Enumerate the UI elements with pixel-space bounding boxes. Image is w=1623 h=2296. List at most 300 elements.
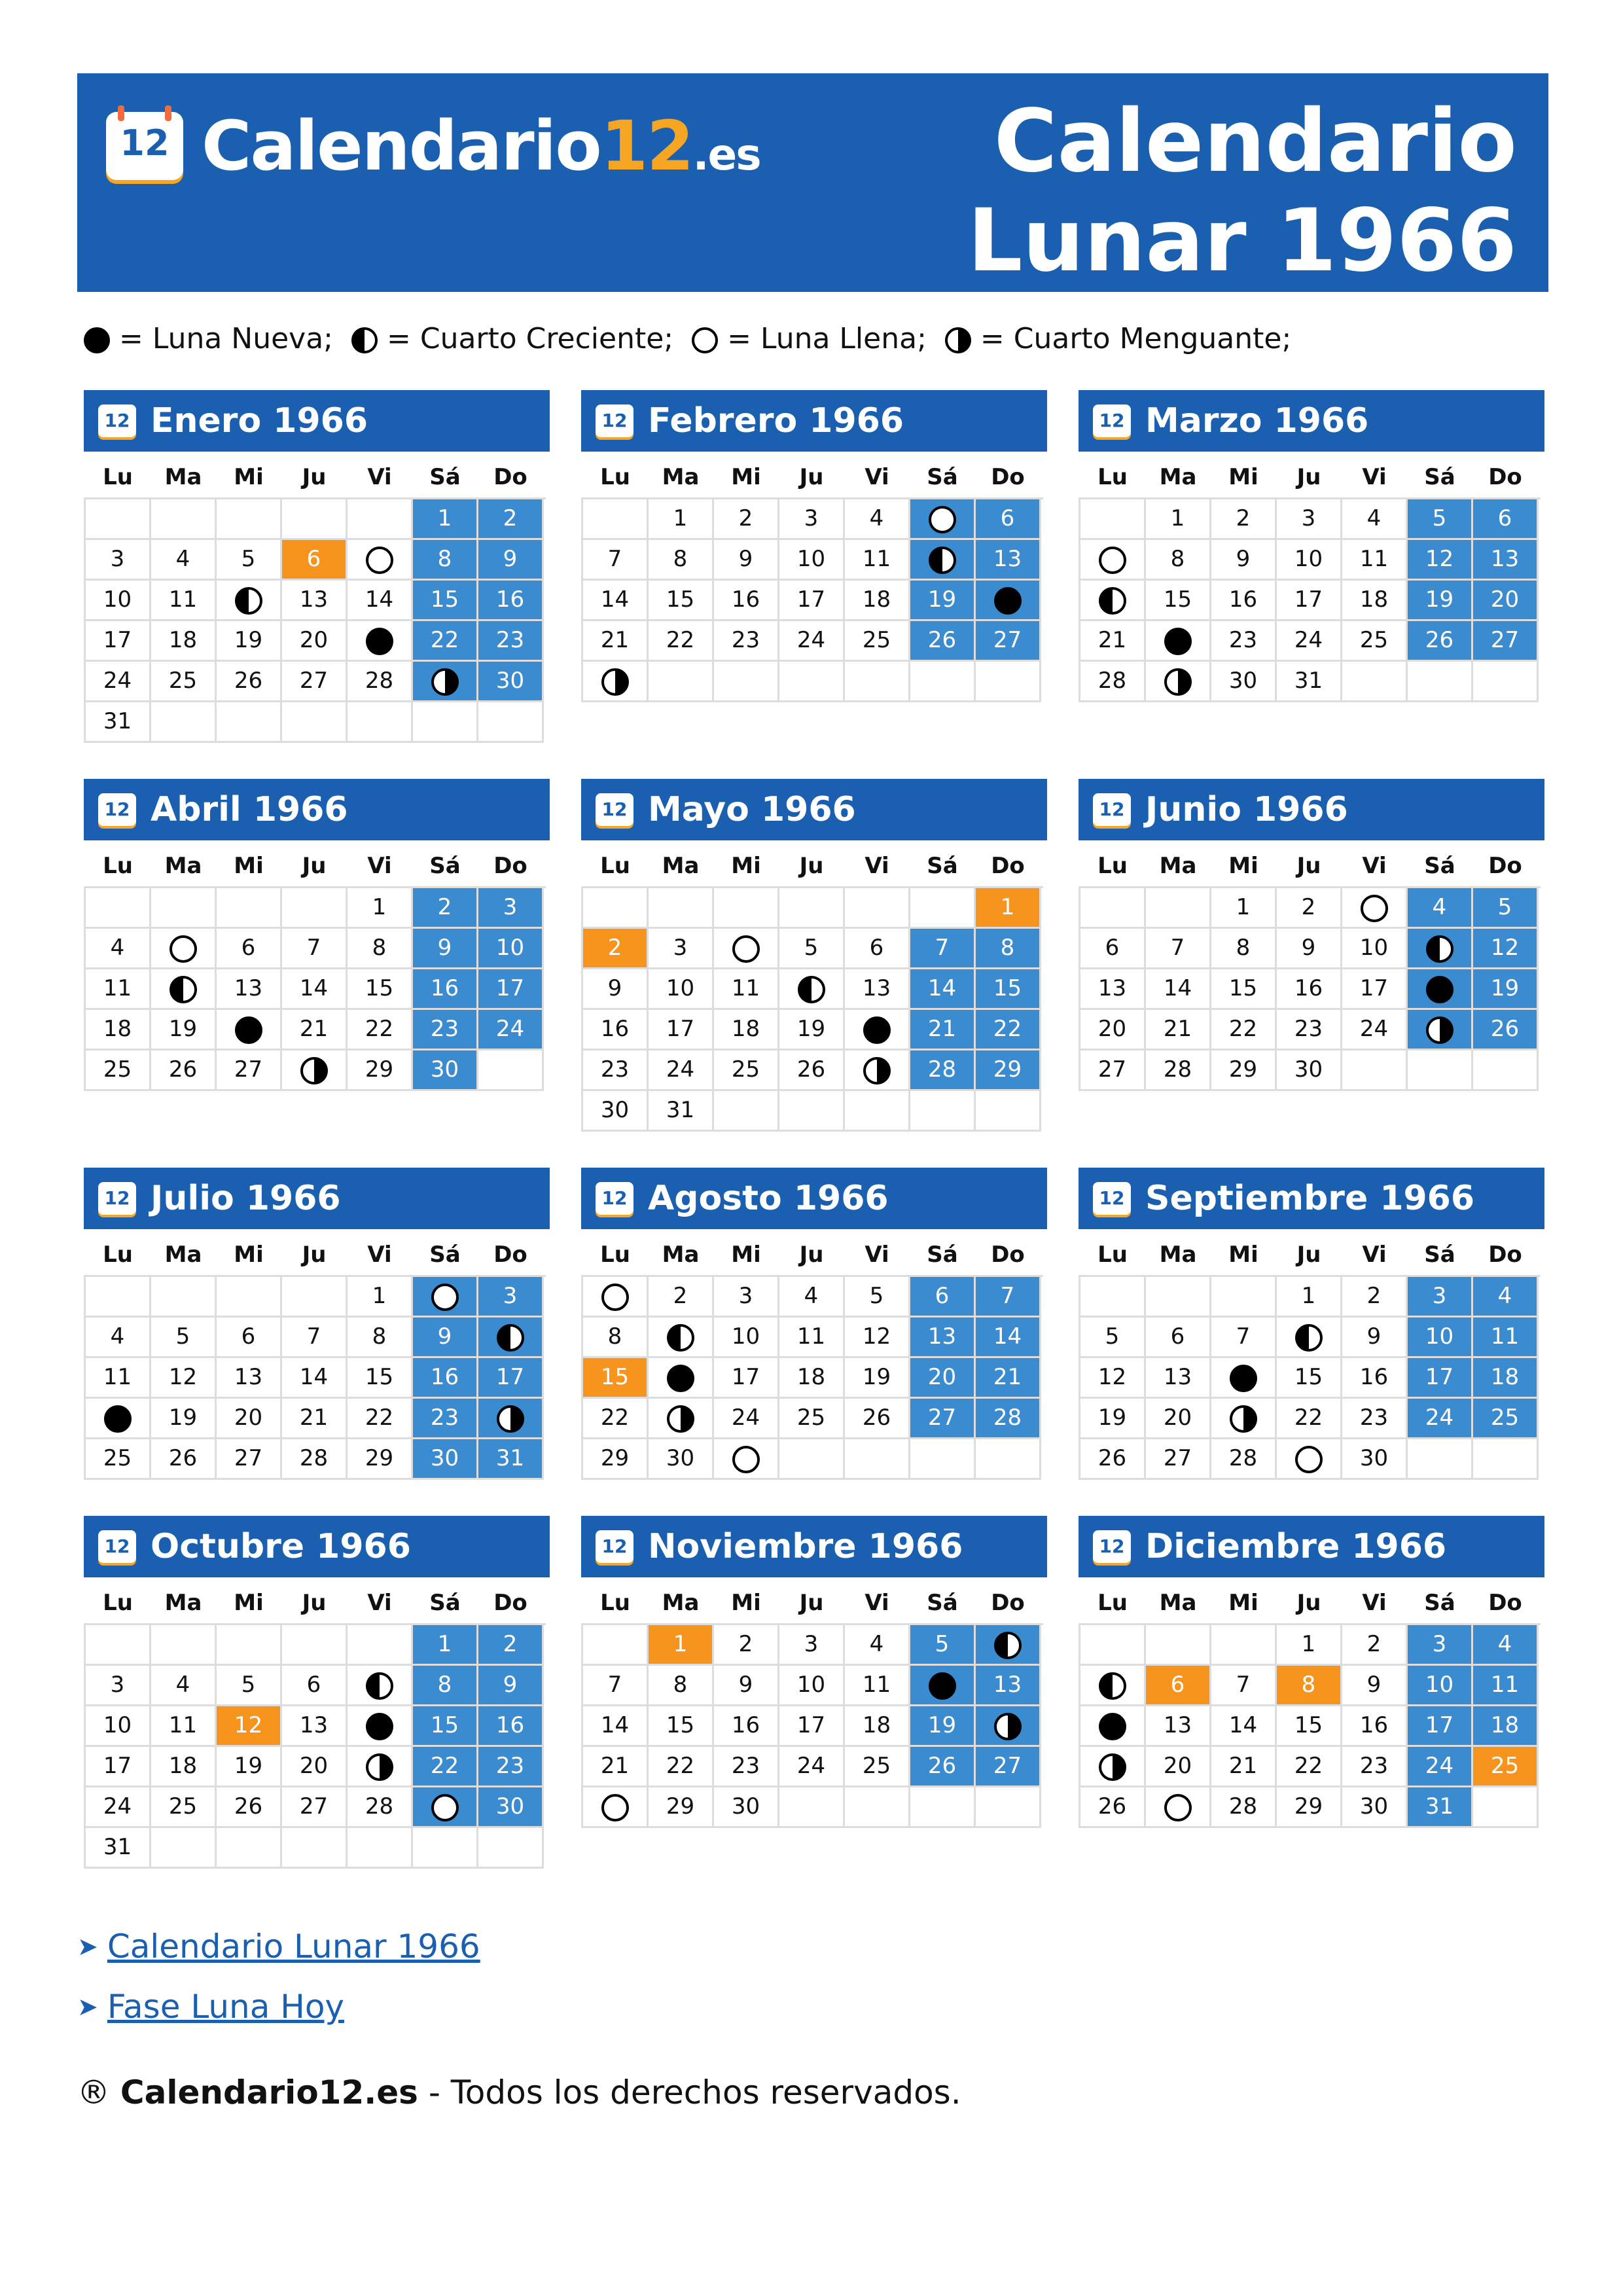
- weekday-label: Do: [1488, 464, 1522, 490]
- weekday-label: Do: [493, 853, 527, 879]
- day-cell: [976, 1706, 1041, 1747]
- weekday-label: Sá: [1424, 464, 1455, 490]
- day-cell: 12: [151, 1358, 217, 1399]
- day-cell: 25: [151, 1787, 217, 1828]
- weekday-label: Mi: [1228, 1242, 1258, 1268]
- day-cell: 20: [1146, 1399, 1211, 1439]
- moon-llena-icon: [692, 327, 718, 353]
- day-cell: 4: [1408, 888, 1473, 929]
- day-cell: [1342, 888, 1408, 929]
- day-cell: 1: [1211, 888, 1277, 929]
- day-grid: [1079, 1623, 1541, 1828]
- weekday-label: Ju: [302, 464, 327, 490]
- day-cell: 9: [478, 1666, 544, 1706]
- day-cell: [1080, 540, 1146, 581]
- moon-llena-icon: [601, 1283, 629, 1311]
- month-calendar: [581, 1168, 1047, 1480]
- day-cell: 24: [649, 1050, 714, 1091]
- day-cell: 9: [1211, 540, 1277, 581]
- day-cell: 14: [282, 1358, 348, 1399]
- weekday-label: Ju: [1296, 464, 1321, 490]
- weekday-label: Sá: [429, 464, 461, 490]
- day-cell: 16: [413, 969, 478, 1010]
- weekday-header: [85, 457, 550, 497]
- day-cell: 10: [86, 1706, 151, 1747]
- weekday-label: Vi: [1362, 464, 1387, 490]
- day-cell: 3: [478, 888, 544, 929]
- day-cell: 19: [910, 1706, 976, 1747]
- day-cell: 8: [583, 1318, 649, 1358]
- day-cell: 16: [1211, 581, 1277, 621]
- empty-cell: [86, 1625, 151, 1666]
- weekday-label: Ju: [799, 853, 824, 879]
- link[interactable]: Fase Luna Hoy: [107, 1988, 345, 2026]
- day-cell: 16: [714, 1706, 779, 1747]
- day-cell: 9: [413, 1318, 478, 1358]
- day-cell: 26: [217, 662, 282, 702]
- weekday-label: Do: [991, 1242, 1025, 1268]
- empty-cell: [151, 702, 217, 743]
- day-cell: 21: [976, 1358, 1041, 1399]
- day-cell: [413, 1277, 478, 1318]
- day-cell: [348, 1747, 413, 1787]
- day-cell: 8: [413, 1666, 478, 1706]
- month-calendar: [1079, 779, 1544, 1091]
- day-cell: 12: [845, 1318, 910, 1358]
- day-cell: 24: [714, 1399, 779, 1439]
- day-cell: 23: [583, 1050, 649, 1091]
- day-cell: 15: [649, 1706, 714, 1747]
- weekday-label: Mi: [234, 464, 264, 490]
- calendar-icon: 12: [1093, 404, 1131, 437]
- day-cell: 18: [151, 1747, 217, 1787]
- calendar-icon: 12: [1093, 1530, 1131, 1563]
- weekday-label: Vi: [367, 1590, 392, 1616]
- day-cell: 20: [217, 1399, 282, 1439]
- day-cell: 19: [217, 1747, 282, 1787]
- empty-cell: [1080, 1277, 1146, 1318]
- day-cell: 13: [1146, 1358, 1211, 1399]
- day-cell: 11: [86, 1358, 151, 1399]
- day-cell: 6: [1473, 499, 1539, 540]
- day-cell: 21: [1080, 621, 1146, 662]
- day-cell: 20: [1146, 1747, 1211, 1787]
- day-cell: 4: [86, 1318, 151, 1358]
- moon-nueva-icon: [1099, 1713, 1126, 1740]
- day-cell: 18: [151, 621, 217, 662]
- day-cell: 31: [1277, 662, 1342, 702]
- day-cell: 7: [282, 1318, 348, 1358]
- empty-cell: [910, 662, 976, 702]
- day-cell: 28: [976, 1399, 1041, 1439]
- weekday-label: Ju: [799, 1242, 824, 1268]
- day-cell: 13: [1473, 540, 1539, 581]
- weekday-label: Do: [991, 853, 1025, 879]
- empty-cell: [478, 1828, 544, 1869]
- day-cell: 4: [1473, 1625, 1539, 1666]
- day-cell: 24: [1408, 1747, 1473, 1787]
- day-cell: 28: [348, 1787, 413, 1828]
- empty-cell: [282, 1277, 348, 1318]
- weekday-label: Sá: [429, 1590, 461, 1616]
- day-cell: 5: [779, 929, 845, 969]
- weekday-label: Vi: [1362, 853, 1387, 879]
- day-cell: 9: [478, 540, 544, 581]
- day-cell: 6: [1146, 1666, 1211, 1706]
- weekday-label: Ma: [164, 464, 202, 490]
- day-cell: 21: [1211, 1747, 1277, 1787]
- moon-llena-icon: [366, 547, 393, 574]
- empty-cell: [151, 499, 217, 540]
- day-cell: [1408, 1010, 1473, 1050]
- day-cell: 20: [282, 1747, 348, 1787]
- day-cell: 31: [478, 1439, 544, 1480]
- moon-menguante-icon: [497, 1405, 524, 1433]
- day-cell: [910, 499, 976, 540]
- calendar-icon: 12: [596, 793, 633, 826]
- day-cell: 11: [1342, 540, 1408, 581]
- moon-nueva-icon: [1164, 628, 1192, 655]
- month-header: [84, 390, 550, 452]
- day-cell: 23: [1277, 1010, 1342, 1050]
- empty-cell: [1408, 1439, 1473, 1480]
- weekday-label: Sá: [927, 1242, 958, 1268]
- day-cell: 2: [478, 499, 544, 540]
- weekday-label: Vi: [865, 853, 889, 879]
- weekday-label: Do: [1488, 1590, 1522, 1616]
- day-cell: [649, 1358, 714, 1399]
- legend-label: = Cuarto Menguante;: [971, 322, 1292, 355]
- empty-cell: [845, 1439, 910, 1480]
- weekday-header: [1080, 1234, 1544, 1275]
- moon-nueva-icon: [1426, 976, 1454, 1003]
- empty-cell: [910, 1787, 976, 1828]
- day-cell: 10: [478, 929, 544, 969]
- day-cell: 18: [845, 1706, 910, 1747]
- empty-cell: [282, 1828, 348, 1869]
- empty-cell: [845, 1787, 910, 1828]
- day-cell: 25: [151, 662, 217, 702]
- moon-menguante-icon: [1099, 1753, 1126, 1781]
- day-cell: 15: [649, 581, 714, 621]
- day-cell: 26: [1080, 1439, 1146, 1480]
- day-cell: [714, 929, 779, 969]
- moon-llena-icon: [1164, 1794, 1192, 1821]
- day-cell: 19: [779, 1010, 845, 1050]
- month-header: [581, 1516, 1047, 1577]
- day-cell: 11: [86, 969, 151, 1010]
- day-cell: 6: [976, 499, 1041, 540]
- day-cell: 17: [1342, 969, 1408, 1010]
- day-cell: 18: [1342, 581, 1408, 621]
- empty-cell: [1146, 888, 1211, 929]
- day-cell: 13: [1146, 1706, 1211, 1747]
- empty-cell: [1211, 1277, 1277, 1318]
- day-cell: 24: [86, 662, 151, 702]
- day-cell: [1080, 1666, 1146, 1706]
- moon-llena-icon: [929, 506, 956, 533]
- month-calendar: [581, 390, 1047, 702]
- day-cell: 17: [1277, 581, 1342, 621]
- day-cell: 16: [583, 1010, 649, 1050]
- day-cell: 14: [282, 969, 348, 1010]
- moon-nueva-icon: [667, 1365, 694, 1392]
- calendar-icon: 12: [596, 1530, 633, 1563]
- day-cell: 10: [1342, 929, 1408, 969]
- calendar-icon: 12: [98, 1182, 136, 1215]
- day-cell: 25: [845, 1747, 910, 1787]
- weekday-label: Mi: [1228, 464, 1258, 490]
- moon-creciente-icon: [798, 976, 825, 1003]
- weekday-label: Lu: [1097, 1590, 1128, 1616]
- day-cell: 3: [1277, 499, 1342, 540]
- day-cell: 19: [1473, 969, 1539, 1010]
- day-cell: [282, 1050, 348, 1091]
- empty-cell: [151, 1277, 217, 1318]
- day-cell: [217, 1010, 282, 1050]
- day-cell: [348, 1706, 413, 1747]
- weekday-label: Do: [493, 1590, 527, 1616]
- day-cell: [1277, 1318, 1342, 1358]
- weekday-label: Ma: [662, 853, 700, 879]
- day-cell: 9: [583, 969, 649, 1010]
- day-cell: 30: [1342, 1787, 1408, 1828]
- month-header: [1079, 779, 1544, 840]
- day-grid: [581, 1623, 1043, 1828]
- month-header: [1079, 1168, 1544, 1229]
- weekday-label: Vi: [1362, 1590, 1387, 1616]
- day-cell: [583, 662, 649, 702]
- month-title: Enero 1966: [151, 401, 368, 440]
- weekday-label: Do: [1488, 1242, 1522, 1268]
- empty-cell: [217, 1625, 282, 1666]
- day-cell: 7: [910, 929, 976, 969]
- calendar-icon: 12: [98, 404, 136, 437]
- weekday-label: Do: [493, 1242, 527, 1268]
- weekday-label: Ma: [662, 464, 700, 490]
- day-cell: 28: [910, 1050, 976, 1091]
- day-cell: 30: [478, 662, 544, 702]
- day-cell: 1: [1277, 1277, 1342, 1318]
- empty-cell: [714, 662, 779, 702]
- day-cell: 19: [151, 1010, 217, 1050]
- day-cell: 18: [714, 1010, 779, 1050]
- weekday-label: Mi: [731, 1242, 761, 1268]
- day-cell: 8: [413, 540, 478, 581]
- link-row: [77, 1916, 480, 1977]
- moon-menguante-icon: [994, 1713, 1022, 1740]
- month-calendar: [1079, 1516, 1544, 1828]
- day-cell: [413, 662, 478, 702]
- moon-menguante-icon: [667, 1405, 694, 1433]
- day-cell: 8: [976, 929, 1041, 969]
- weekday-label: Lu: [600, 1590, 630, 1616]
- day-cell: 22: [413, 621, 478, 662]
- day-cell: 26: [910, 621, 976, 662]
- calendar-icon: 12: [1093, 793, 1131, 826]
- related-links: [77, 1916, 480, 2037]
- weekday-label: Mi: [731, 853, 761, 879]
- weekday-label: Mi: [234, 853, 264, 879]
- day-cell: 29: [583, 1439, 649, 1480]
- day-cell: [1146, 662, 1211, 702]
- day-cell: 10: [86, 581, 151, 621]
- site-logo[interactable]: [106, 106, 760, 186]
- day-cell: 30: [714, 1787, 779, 1828]
- day-cell: 11: [779, 1318, 845, 1358]
- day-cell: 26: [1408, 621, 1473, 662]
- day-cell: 26: [1080, 1787, 1146, 1828]
- empty-cell: [1473, 1439, 1539, 1480]
- empty-cell: [86, 888, 151, 929]
- weekday-label: Ma: [164, 1242, 202, 1268]
- day-cell: [1408, 969, 1473, 1010]
- empty-cell: [1342, 1050, 1408, 1091]
- day-cell: 31: [86, 1828, 151, 1869]
- day-cell: 31: [86, 702, 151, 743]
- moon-llena-icon: [601, 1794, 629, 1821]
- weekday-label: Ju: [799, 1590, 824, 1616]
- empty-cell: [976, 662, 1041, 702]
- day-cell: 4: [845, 1625, 910, 1666]
- month-calendar: [581, 779, 1047, 1132]
- day-cell: 9: [714, 540, 779, 581]
- moon-llena-icon: [431, 1794, 459, 1821]
- day-cell: 19: [217, 621, 282, 662]
- weekday-label: Ma: [164, 1590, 202, 1616]
- empty-cell: [976, 1091, 1041, 1132]
- day-cell: 1: [348, 1277, 413, 1318]
- day-cell: 5: [217, 1666, 282, 1706]
- calendar-icon: 12: [98, 1530, 136, 1563]
- day-cell: 7: [1146, 929, 1211, 969]
- empty-cell: [779, 1091, 845, 1132]
- weekday-label: Vi: [865, 1590, 889, 1616]
- month-calendar: [84, 1168, 550, 1480]
- empty-cell: [282, 499, 348, 540]
- day-cell: 11: [151, 1706, 217, 1747]
- month-header: [84, 1168, 550, 1229]
- weekday-label: Lu: [103, 853, 133, 879]
- legend-label: = Cuarto Creciente;: [378, 322, 674, 355]
- day-cell: 14: [583, 581, 649, 621]
- day-cell: 27: [282, 662, 348, 702]
- empty-cell: [1473, 1050, 1539, 1091]
- moon-nueva-icon: [929, 1672, 956, 1700]
- day-cell: 22: [1211, 1010, 1277, 1050]
- day-cell: 11: [714, 969, 779, 1010]
- day-cell: 3: [1408, 1277, 1473, 1318]
- day-cell: 26: [151, 1439, 217, 1480]
- day-cell: 11: [1473, 1318, 1539, 1358]
- day-cell: 5: [1408, 499, 1473, 540]
- empty-cell: [217, 702, 282, 743]
- empty-cell: [583, 499, 649, 540]
- weekday-label: Lu: [600, 464, 630, 490]
- day-cell: 24: [779, 621, 845, 662]
- day-cell: 18: [1473, 1358, 1539, 1399]
- day-cell: [1277, 1439, 1342, 1480]
- moon-menguante-icon: [601, 668, 629, 696]
- day-cell: 15: [1146, 581, 1211, 621]
- weekday-label: Ju: [1296, 1590, 1321, 1616]
- day-cell: 4: [779, 1277, 845, 1318]
- day-cell: 25: [1473, 1747, 1539, 1787]
- weekday-label: Sá: [927, 1590, 958, 1616]
- empty-cell: [217, 1828, 282, 1869]
- empty-cell: [151, 1828, 217, 1869]
- month-calendar: [84, 1516, 550, 1869]
- day-cell: 28: [1211, 1787, 1277, 1828]
- day-cell: 7: [583, 1666, 649, 1706]
- day-cell: 27: [282, 1787, 348, 1828]
- empty-cell: [478, 702, 544, 743]
- moon-menguante-icon: [1164, 668, 1192, 696]
- day-cell: 7: [976, 1277, 1041, 1318]
- weekday-label: Lu: [1097, 464, 1128, 490]
- day-cell: 17: [86, 621, 151, 662]
- day-cell: 30: [1277, 1050, 1342, 1091]
- month-title: Mayo 1966: [648, 790, 856, 829]
- legend-item-menguante: [945, 322, 1300, 355]
- day-cell: 1: [649, 499, 714, 540]
- link[interactable]: Calendario Lunar 1966: [107, 1928, 480, 1965]
- day-cell: 22: [649, 621, 714, 662]
- day-cell: 8: [348, 1318, 413, 1358]
- day-cell: 28: [1080, 662, 1146, 702]
- day-cell: 17: [478, 1358, 544, 1399]
- weekday-header: [1080, 1583, 1544, 1623]
- day-cell: 11: [845, 540, 910, 581]
- empty-cell: [910, 1091, 976, 1132]
- day-cell: 9: [1277, 929, 1342, 969]
- weekday-label: Lu: [600, 853, 630, 879]
- day-cell: [1408, 929, 1473, 969]
- month-title: Julio 1966: [151, 1179, 341, 1218]
- empty-cell: [1080, 888, 1146, 929]
- day-cell: 29: [1211, 1050, 1277, 1091]
- day-cell: 7: [1211, 1318, 1277, 1358]
- day-cell: 10: [1277, 540, 1342, 581]
- day-cell: 10: [779, 540, 845, 581]
- day-cell: 31: [1408, 1787, 1473, 1828]
- day-cell: 14: [348, 581, 413, 621]
- day-cell: 30: [1211, 662, 1277, 702]
- empty-cell: [583, 1625, 649, 1666]
- day-cell: [1146, 1787, 1211, 1828]
- day-cell: [714, 1439, 779, 1480]
- weekday-label: Do: [493, 464, 527, 490]
- empty-cell: [217, 1277, 282, 1318]
- day-cell: 25: [86, 1439, 151, 1480]
- moon-creciente-icon: [929, 547, 956, 574]
- calendar-icon: 12: [596, 1182, 633, 1215]
- day-cell: 21: [583, 621, 649, 662]
- day-cell: 16: [478, 581, 544, 621]
- day-cell: 20: [910, 1358, 976, 1399]
- moon-creciente-icon: [994, 1632, 1022, 1659]
- day-cell: 21: [1146, 1010, 1211, 1050]
- day-cell: 4: [1473, 1277, 1539, 1318]
- day-cell: 28: [348, 662, 413, 702]
- day-cell: 9: [714, 1666, 779, 1706]
- day-cell: [1080, 1747, 1146, 1787]
- day-cell: 15: [976, 969, 1041, 1010]
- empty-cell: [976, 1787, 1041, 1828]
- weekday-header: [85, 1234, 550, 1275]
- day-cell: 15: [1211, 969, 1277, 1010]
- moon-creciente-icon: [1099, 587, 1126, 615]
